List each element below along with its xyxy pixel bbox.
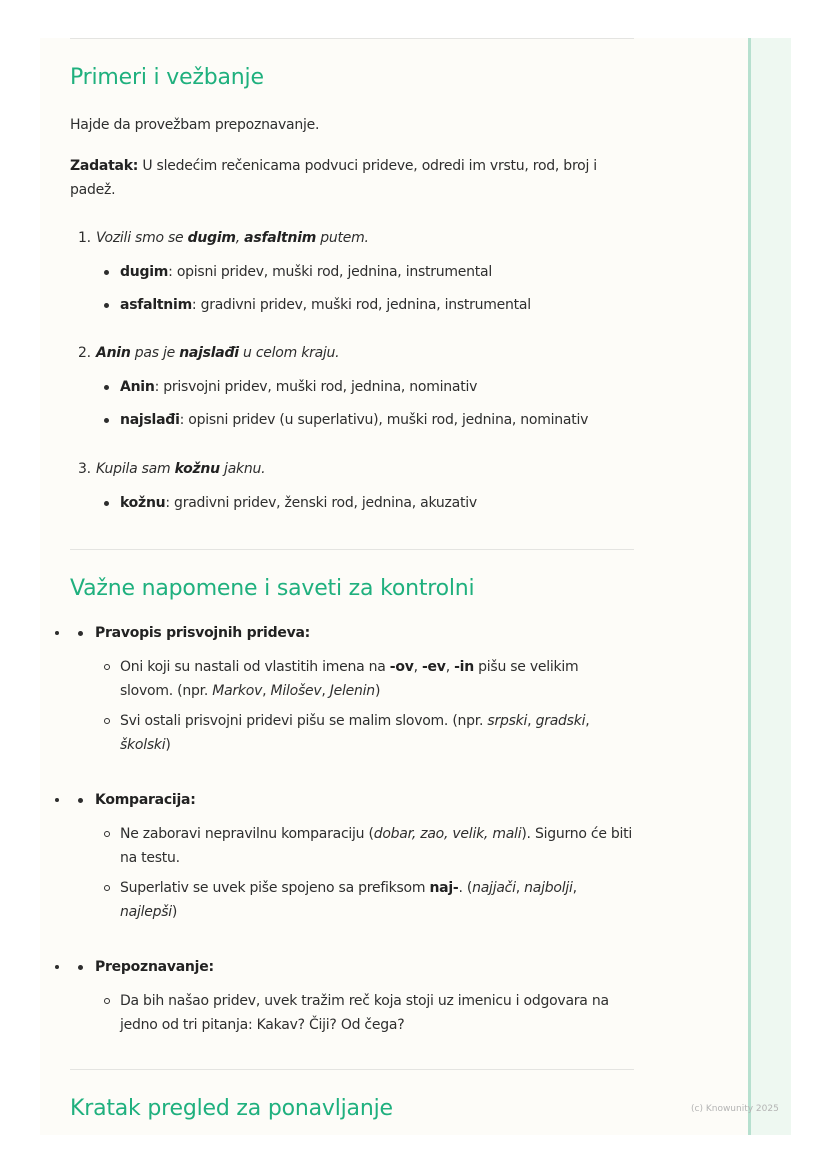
topic-point: Svi ostali prisvojni pridevi pišu se malim slovom. (npr. srpski, gradski, školski) xyxy=(95,709,634,757)
topic-points xyxy=(95,989,634,1037)
example-number: 2. xyxy=(78,345,91,361)
tip-topic-prepoznavanje xyxy=(70,955,634,1037)
section-heading-pregled: Kratak pregled za ponavljanje xyxy=(70,1096,393,1121)
example-number: 3. xyxy=(78,461,91,477)
topic-label: Komparacija: xyxy=(95,792,196,808)
analysis-item: dugim: opisni pridev, muški rod, jednina, instrumental xyxy=(70,260,634,284)
example-sentence: Anin pas je najslađi u celom kraju. xyxy=(96,345,340,361)
tips-list xyxy=(70,955,634,1043)
task-paragraph xyxy=(70,154,634,202)
example-item-1 xyxy=(70,226,634,317)
document-page xyxy=(40,38,748,1135)
example-item-3 xyxy=(70,457,634,515)
analysis-item: najslađi: opisni pridev (u superlativu), muški rod, jednina, nominativ xyxy=(70,408,634,432)
topic-point: Ne zaboravi nepravilnu komparaciju (dobar, zao, velik, mali). Sigurno će biti na testu. xyxy=(95,822,634,870)
side-decoration-strip xyxy=(748,38,791,1135)
section-divider xyxy=(70,549,634,550)
task-label: Zadatak: xyxy=(70,158,139,174)
intro-text: Hajde da provežbam prepoznavanje. xyxy=(70,117,320,133)
topic-point: Superlativ se uvek piše spojeno sa prefiksom naj-. (najjači, najbolji, najlepši) xyxy=(95,876,634,924)
analysis-item: kožnu: gradivni pridev, ženski rod, jednina, akuzativ xyxy=(70,491,634,515)
examples-list xyxy=(70,226,634,326)
topic-label: Prepoznavanje: xyxy=(95,959,214,975)
section-divider-top xyxy=(70,38,634,39)
task-text: U sledećim rečenicama podvuci prideve, odredi im vrstu, rod, broj i padež. xyxy=(70,158,597,198)
section-divider xyxy=(70,1069,634,1070)
tip-topic-komparacija xyxy=(70,788,634,924)
example-sentence: Kupila sam kožnu jaknu. xyxy=(96,461,266,477)
divider xyxy=(70,38,634,39)
example-item-2 xyxy=(70,341,634,432)
analysis-list xyxy=(70,491,634,515)
analysis-item: asfaltnim: gradivni pridev, muški rod, jednina, instrumental xyxy=(70,293,634,317)
copyright-footer: (c) Knowunity 2025 xyxy=(691,1104,779,1114)
example-sentence: Vozili smo se dugim, asfaltnim putem. xyxy=(96,230,369,246)
topic-points xyxy=(95,655,634,757)
divider xyxy=(70,1069,634,1070)
topic-point: Da bih našao pridev, uvek tražim reč koja stoji uz imenicu i odgovara na jedno od tri pitanja: Kakav? Čiji? Od čega? xyxy=(95,989,634,1037)
topic-point: Oni koji su nastali od vlastitih imena na -ov, -ev, -in pišu se velikim slovom. (npr. Markov, Milošev, Jelenin) xyxy=(95,655,634,703)
topic-points xyxy=(95,822,634,924)
section-heading-primeri: Primeri i vežbanje xyxy=(70,65,264,90)
example-number: 1. xyxy=(78,230,91,246)
examples-list xyxy=(70,341,634,441)
analysis-item: Anin: prisvojni pridev, muški rod, jednina, nominativ xyxy=(70,375,634,399)
tips-list xyxy=(70,621,634,763)
divider xyxy=(70,549,634,550)
analysis-list xyxy=(70,375,634,432)
examples-list xyxy=(70,457,634,524)
analysis-list xyxy=(70,260,634,317)
section-heading-napomene: Važne napomene i saveti za kontrolni xyxy=(70,576,475,601)
tip-topic-pravopis xyxy=(70,621,634,757)
topic-label: Pravopis prisvojnih prideva: xyxy=(95,625,311,641)
tips-list xyxy=(70,788,634,930)
